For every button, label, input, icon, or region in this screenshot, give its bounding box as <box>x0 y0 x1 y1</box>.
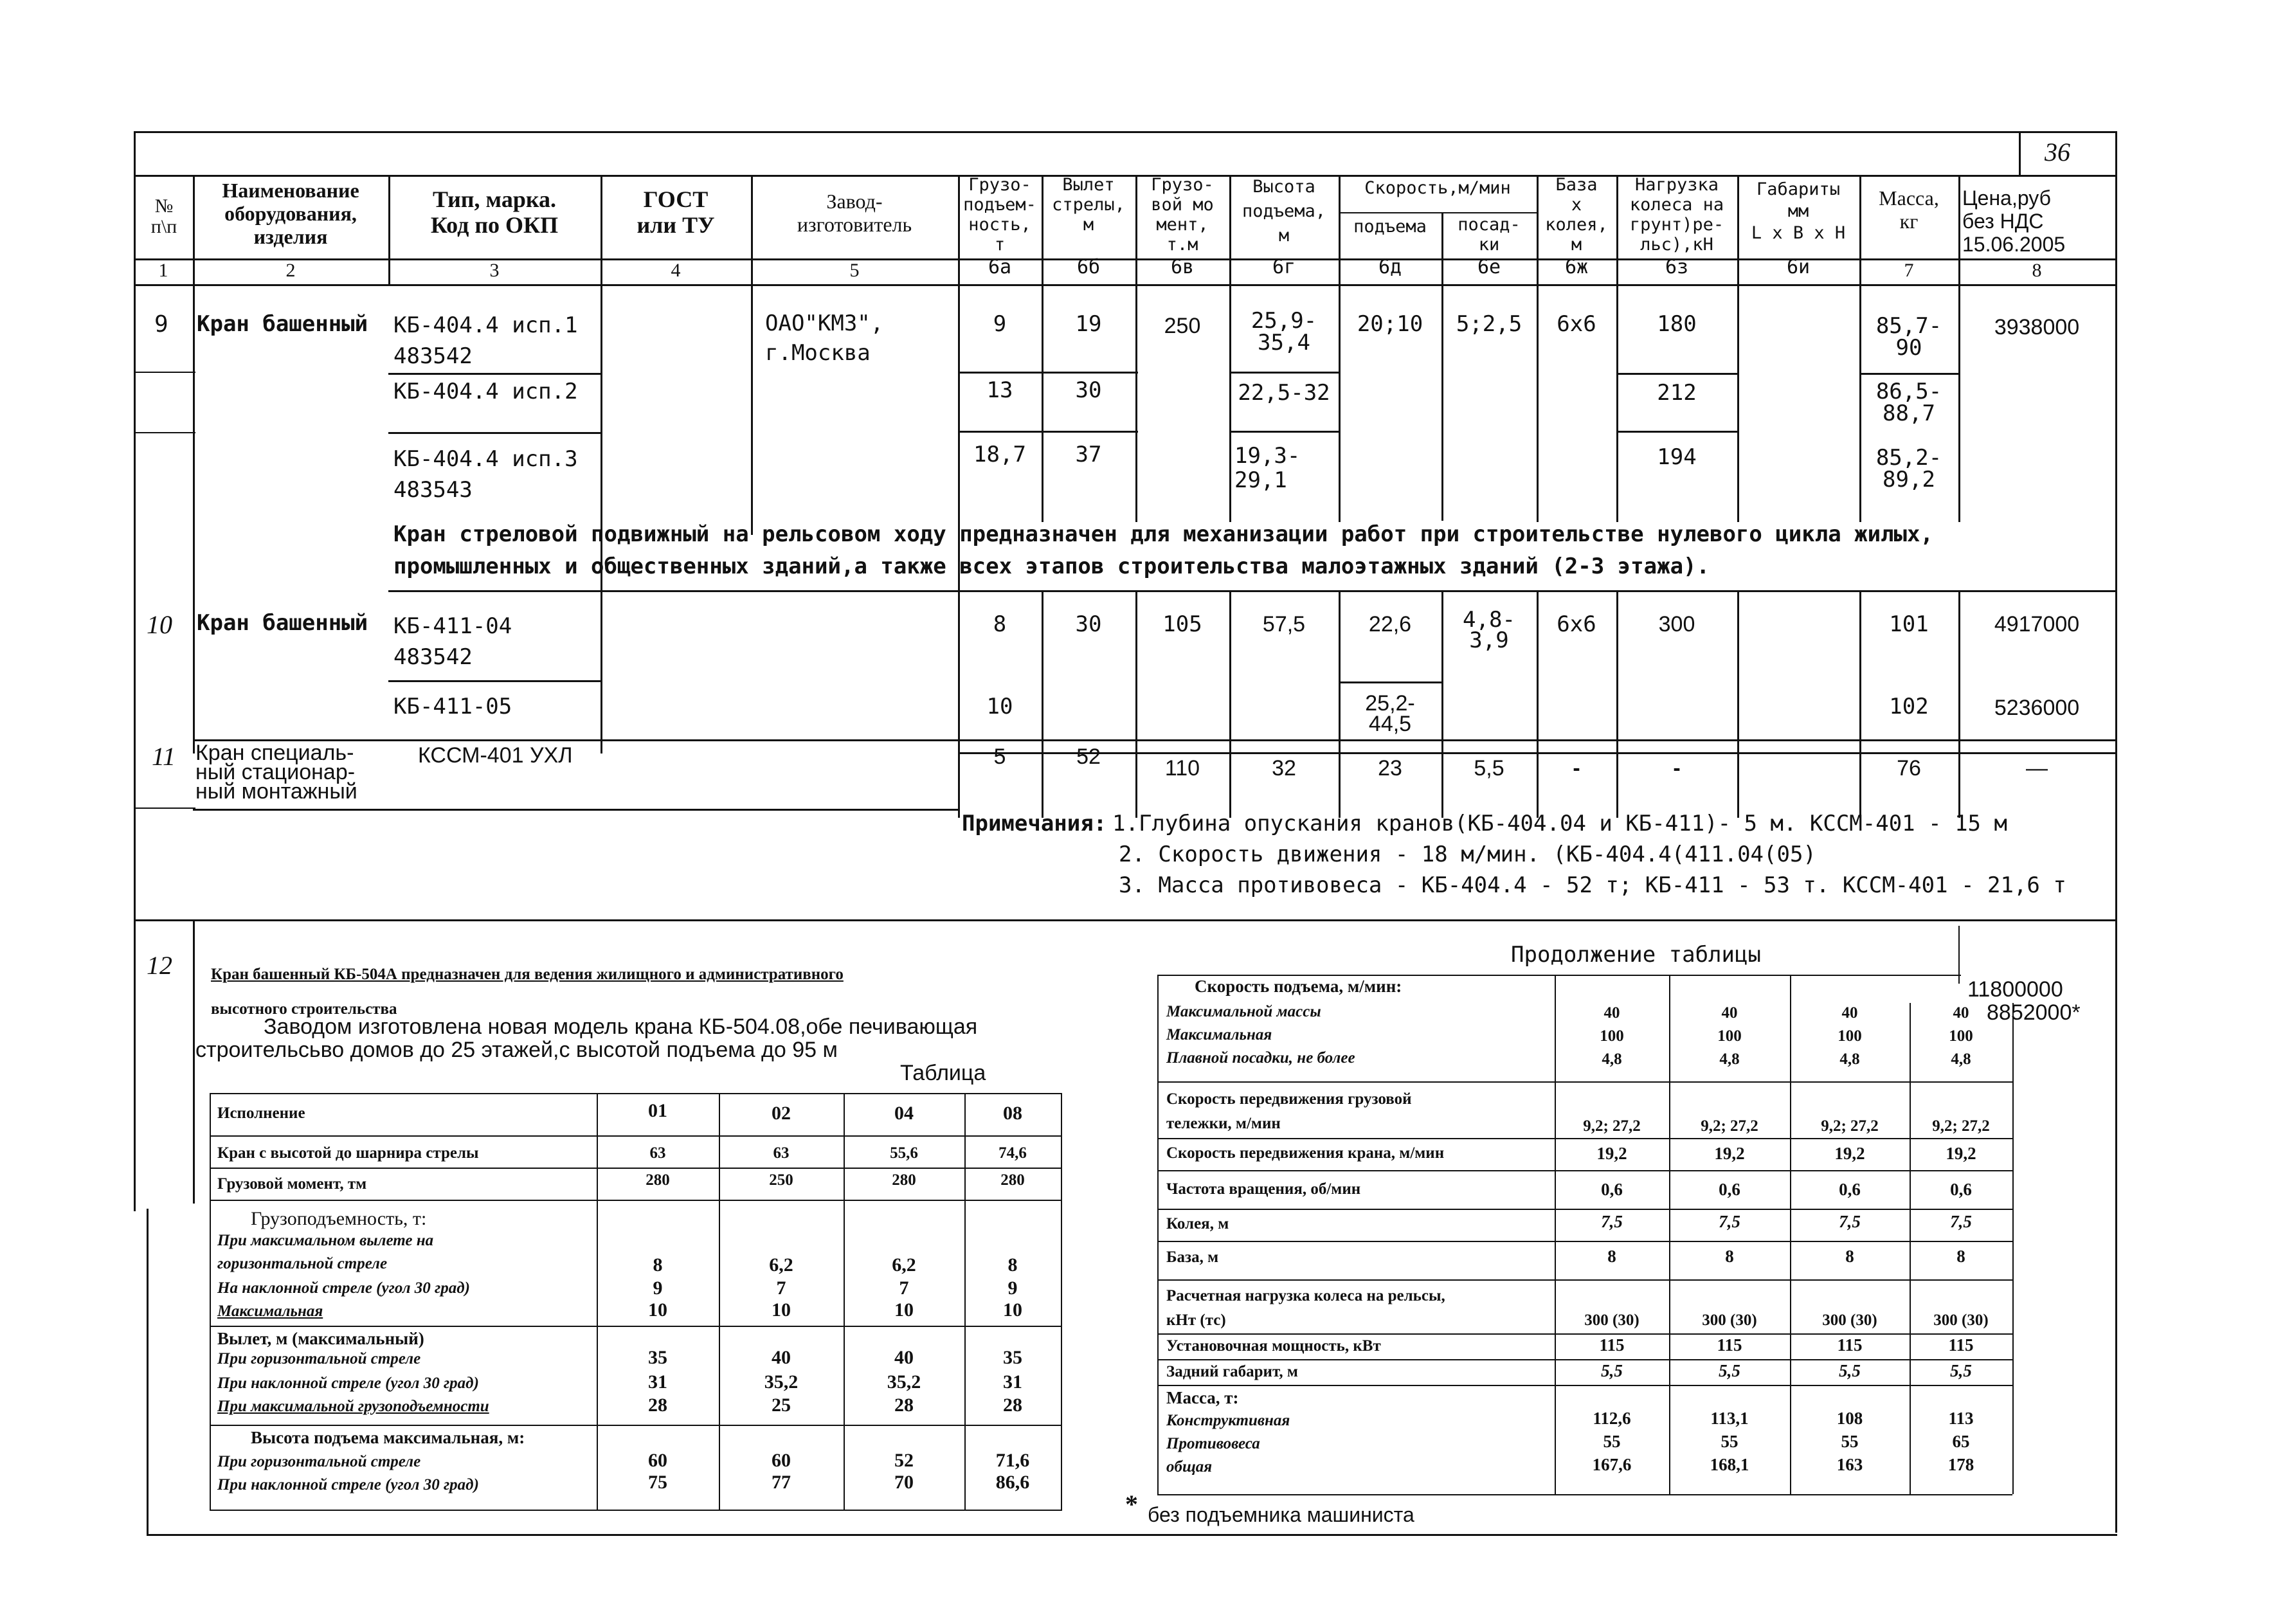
rt-s10-r3-02: 168,1 <box>1710 1455 1749 1474</box>
rt-s8-01: 115 <box>1599 1335 1625 1355</box>
rt-s6-01: 8 <box>1607 1247 1616 1266</box>
rt-s4-l: Частота вращения, об/мин <box>1166 1180 1361 1198</box>
lt-g1-l3: На наклонной стреле (угол 30 град) <box>217 1279 470 1297</box>
rt-s4-08: 0,6 <box>1950 1180 1972 1199</box>
rt-s10-r1-08: 113 <box>1948 1409 1974 1428</box>
lt-g3-r1-04: 52 <box>894 1450 914 1471</box>
rt-s2-l1: Скорость передвижения грузовой <box>1166 1090 1412 1108</box>
row10-6d: 22,6 <box>1368 612 1412 636</box>
frame-left-lower <box>147 1209 149 1534</box>
lt-g3-l1: При горизонтальной стреле <box>217 1453 421 1470</box>
rt-s10-l1: Конструктивная <box>1166 1412 1290 1429</box>
colnum-6d: 6д <box>1378 256 1402 278</box>
rt-s1-title: Скорость подъема, м/мин: <box>1195 977 1402 996</box>
row9-6b: 19 <box>1075 311 1102 337</box>
row12-table-label: Таблица <box>900 1061 986 1085</box>
rt-s3-l: Скорость передвижения крана, м/мин <box>1166 1144 1445 1162</box>
col-speed-header: Скорость,м/мин <box>1364 178 1511 198</box>
lt-row-height-label: Кран с высотой до шарнира стрелы <box>217 1144 479 1162</box>
col-6i-header: Габариты мм L х В х Н <box>1751 179 1846 243</box>
rt-s9-04: 5,5 <box>1839 1361 1861 1380</box>
row9-maker: ОАО"КМЗ", г.Москва <box>765 311 884 366</box>
rt-s9-01: 5,5 <box>1601 1361 1623 1380</box>
col-price-header: Цена,руб без НДС 15.06.2005 <box>1962 186 2066 256</box>
lt-g2-r1-01: 35 <box>648 1347 667 1368</box>
rt-s1-r3-04: 4,8 <box>1839 1051 1860 1068</box>
colnum-4: 4 <box>671 260 681 281</box>
lt-row-height-01: 63 <box>649 1144 666 1162</box>
note-2: 2. Скорость движения - 18 м/мин. (КБ-404.4(411.04(05) <box>1119 842 1816 867</box>
row11-6e: 5,5 <box>1474 756 1504 780</box>
colnum-7: 7 <box>1904 260 1914 281</box>
row10-type1: КБ-411-04 483542 <box>393 613 512 670</box>
rt-s10-title: Масса, т: <box>1166 1388 1239 1407</box>
rt-s10-r3-01: 167,6 <box>1592 1455 1632 1474</box>
lt-header-04: 04 <box>894 1103 914 1124</box>
lt-g3-r2-04: 70 <box>894 1472 914 1493</box>
row9-desc-2: промышленных и общественных зданий,а также всех этапов строительства малоэтажных зданий (2-3 этажа). <box>393 554 1710 579</box>
row11-name: Кран специаль- ный стационар- ный монтажный <box>195 741 357 804</box>
lt-g2-r3-01: 28 <box>648 1394 667 1416</box>
row9-6e: 5;2,5 <box>1456 311 1522 337</box>
frame-top <box>134 131 2117 133</box>
lt-g2-l3: При максимальной грузоподъемности <box>217 1398 489 1415</box>
rt-s5-08: 7,5 <box>1950 1212 1972 1231</box>
price-8852000: 8852000* <box>1987 1000 2081 1025</box>
lt-header-02: 02 <box>772 1103 791 1124</box>
row11-6b: 52 <box>1076 744 1101 769</box>
col-maker-header: Завод- изготовитель <box>797 190 912 236</box>
row10-2-price: 5236000 <box>1994 696 2080 720</box>
col-6e-header: посад- ки <box>1458 215 1521 255</box>
row12-intro-2: строительсьво домов до 25 этажей,с высотой подъема до 95 м <box>195 1038 838 1062</box>
rt-s1-r2-04: 100 <box>1838 1027 1862 1045</box>
rt-s8-04: 115 <box>1837 1335 1863 1355</box>
rt-s9-08: 5,5 <box>1950 1361 1972 1380</box>
lt-g2-r3-04: 28 <box>894 1394 914 1416</box>
lt-g3-r1-02: 60 <box>772 1450 791 1471</box>
rt-s10-r2-01: 55 <box>1603 1432 1621 1451</box>
colnum-6b: 6б <box>1076 256 1101 278</box>
row10-2-6a: 10 <box>986 694 1013 719</box>
row9-price: 3938000 <box>1994 315 2080 339</box>
lt-g2-r1-02: 40 <box>772 1347 791 1368</box>
rt-s9-l: Задний габарит, м <box>1166 1363 1298 1380</box>
rt-s6-02: 8 <box>1725 1247 1734 1266</box>
lt-g3-r1-08: 71,6 <box>995 1450 1030 1471</box>
lt-g1-r2-08: 9 <box>1007 1277 1018 1299</box>
lt-g1-l2: горизонтальной стреле <box>217 1255 388 1272</box>
row12-num: 12 <box>147 951 172 980</box>
colnum-6a: 6а <box>988 256 1012 278</box>
row9-6v: 250 <box>1164 314 1201 338</box>
frame-bottom <box>147 1534 2117 1536</box>
row9-2-6a: 13 <box>986 377 1013 403</box>
row11-6zh: - <box>1573 756 1580 780</box>
rt-s10-r3-04: 163 <box>1836 1455 1863 1474</box>
continuation-label: Продолжение таблицы <box>1511 942 1761 968</box>
row10-mass: 101 <box>1889 611 1929 637</box>
row9-type2: КБ-404.4 исп.2 <box>393 379 578 404</box>
lt-g1-r1-02: 6,2 <box>769 1254 793 1276</box>
lt-g3-r2-02: 77 <box>772 1472 791 1493</box>
lt-g3-r2-01: 75 <box>648 1472 667 1493</box>
rt-s6-08: 8 <box>1956 1247 1965 1266</box>
lt-g1-r1-01: 8 <box>653 1254 663 1276</box>
rt-s5-02: 7,5 <box>1719 1212 1740 1231</box>
rt-s1-r3-08: 4,8 <box>1951 1051 1971 1068</box>
colnum-8: 8 <box>2032 260 2042 281</box>
row9-6g: 25,9- 35,4 <box>1251 308 1317 356</box>
lt-g1-r2-04: 7 <box>899 1277 909 1299</box>
rt-s7-08: 300 (30) <box>1933 1312 1989 1329</box>
rt-s3-01: 19,2 <box>1596 1144 1627 1163</box>
row10-6zh: 6х6 <box>1557 611 1596 637</box>
colnum-1: 1 <box>158 260 168 281</box>
rt-s7-02: 300 (30) <box>1702 1312 1757 1329</box>
lt-g1-r3-01: 10 <box>648 1299 667 1321</box>
rt-s2-01: 9,2; 27,2 <box>1583 1117 1641 1135</box>
lt-g2-r2-08: 31 <box>1003 1371 1022 1393</box>
row9-6z: 180 <box>1657 311 1697 337</box>
row10-2-mass: 102 <box>1889 694 1929 719</box>
lt-row-moment-04: 280 <box>892 1171 916 1189</box>
lt-g1-r3-08: 10 <box>1003 1299 1022 1321</box>
row12-intro-1: Заводом изготовлена новая модель крана КБ-504.08,обе печивающая <box>264 1015 978 1039</box>
colnum-6zh: 6ж <box>1564 256 1589 278</box>
lt-g1-r1-08: 8 <box>1007 1254 1018 1276</box>
rt-s5-04: 7,5 <box>1839 1212 1861 1231</box>
lt-header-label: Исполнение <box>217 1105 305 1122</box>
row9-mass: 85,7- 90 <box>1875 313 1942 361</box>
row10-2-6d: 25,2- 44,5 <box>1365 691 1415 736</box>
row10-type2: КБ-411-05 <box>393 694 512 719</box>
lt-g1-l4: Максимальная <box>217 1303 323 1320</box>
col-6zh-header: База х колея, м <box>1545 175 1608 255</box>
row9-3-6a: 18,7 <box>973 442 1026 467</box>
lt-g1-title: Грузоподъемность, т: <box>251 1208 427 1229</box>
lt-g2-r2-02: 35,2 <box>764 1371 799 1393</box>
row10-num: 10 <box>147 610 172 639</box>
rt-s1-r1-01: 40 <box>1603 1004 1620 1022</box>
row12-intro-bold-1: Кран башенный КБ-504А предназначен для ведения жилищного и административного <box>211 966 844 983</box>
lt-g3-r2-08: 86,6 <box>995 1472 1030 1493</box>
lt-g3-l2: При наклонной стреле (угол 30 град) <box>217 1476 479 1493</box>
row11-6a: 5 <box>993 744 1006 769</box>
row11-6d: 23 <box>1378 756 1402 780</box>
row9-name: Кран башенный <box>197 311 368 337</box>
rt-s8-l: Установочная мощность, кВт <box>1166 1337 1381 1355</box>
rt-s7-l1: Расчетная нагрузка колеса на рельсы, <box>1166 1287 1445 1304</box>
row11-6z: - <box>1673 756 1681 780</box>
rt-s2-04: 9,2; 27,2 <box>1821 1117 1879 1135</box>
col-name-header: Наименование оборудования, изделия <box>222 179 359 248</box>
lt-row-moment-label: Грузовой момент, тм <box>217 1175 367 1193</box>
rt-s1-l3: Плавной посадки, не более <box>1166 1049 1355 1067</box>
row10-name: Кран башенный <box>197 610 368 636</box>
rt-s3-08: 19,2 <box>1946 1144 1976 1163</box>
row9-3-6b: 37 <box>1075 442 1102 467</box>
row10-6v: 105 <box>1162 611 1202 637</box>
frame-right <box>2115 131 2117 1533</box>
notes-label: Примечания: <box>962 811 1107 836</box>
rt-s10-r1-04: 108 <box>1836 1409 1863 1428</box>
row11-type: КССМ-401 УХЛ <box>418 743 573 768</box>
row9-type3: КБ-404.4 исп.3 483543 <box>393 446 578 503</box>
col-6v-header: Грузо- вой мо мент, т.м <box>1151 175 1214 255</box>
row10-6e: 4,8- 3,9 <box>1463 607 1515 653</box>
row9-6zh: 6х6 <box>1557 311 1596 337</box>
row9-2-6g: 22,5-32 <box>1238 380 1330 406</box>
colnum-6g: 6г <box>1272 256 1296 278</box>
lt-row-moment-02: 250 <box>769 1171 793 1189</box>
lt-row-moment-08: 280 <box>1000 1171 1025 1189</box>
row9-3-6g: 19,3- 29,1 <box>1234 443 1301 493</box>
rt-s6-l: База, м <box>1166 1249 1219 1266</box>
row11-6g: 32 <box>1272 756 1296 780</box>
rt-s10-r1-02: 113,1 <box>1710 1409 1749 1428</box>
row9-6a: 9 <box>993 311 1007 337</box>
col-mass-header: Масса, кг <box>1879 186 1939 233</box>
rt-s4-04: 0,6 <box>1839 1180 1861 1199</box>
footnote-text: без подъемника машиниста <box>1148 1503 1414 1526</box>
col-type-header: Тип, марка. Код по ОКП <box>430 186 559 238</box>
colnum-6z: 6з <box>1665 256 1689 278</box>
price-11800000: 11800000 <box>1967 977 2063 1002</box>
row10-6z: 300 <box>1658 612 1695 636</box>
lt-g1-r3-02: 10 <box>772 1299 791 1321</box>
rt-s2-08: 9,2; 27,2 <box>1932 1117 1990 1135</box>
colnum-6e: 6е <box>1477 256 1501 278</box>
col-gost-header: ГОСТ или ТУ <box>637 186 715 238</box>
colnum-3: 3 <box>489 260 500 281</box>
rt-s1-l1: Максимальной массы <box>1166 1003 1321 1020</box>
rt-s1-r1-02: 40 <box>1721 1004 1738 1022</box>
lt-g1-r2-01: 9 <box>653 1277 663 1299</box>
colnum-6v: 6в <box>1170 256 1195 278</box>
page-number: 36 <box>2045 138 2070 167</box>
rt-s10-l2: Противовеса <box>1166 1435 1260 1452</box>
rt-s1-l2: Максимальная <box>1166 1026 1272 1043</box>
colnum-6i: 6и <box>1786 256 1811 278</box>
rt-s5-01: 7,5 <box>1601 1212 1623 1231</box>
lt-row-height-08: 74,6 <box>998 1144 1027 1162</box>
row10-6a: 8 <box>993 611 1007 637</box>
row11-price: — <box>2026 756 2048 780</box>
rt-s8-08: 115 <box>1948 1335 1974 1355</box>
frame-left <box>134 131 136 1211</box>
footnote-star: * <box>1125 1490 1138 1519</box>
lt-g2-r2-01: 31 <box>648 1371 667 1393</box>
lt-g3-r1-01: 60 <box>648 1450 667 1471</box>
lt-g1-l1: При максимальном вылете на <box>217 1232 434 1249</box>
col-6z-header: Нагрузка колеса на грунт)ре- льс),кН <box>1629 175 1724 255</box>
row9-2-6z: 212 <box>1657 380 1697 406</box>
rt-s10-r3-08: 178 <box>1947 1455 1974 1474</box>
colnum-5: 5 <box>849 260 860 281</box>
rt-s10-l3: общая <box>1166 1458 1213 1475</box>
lt-g2-r1-04: 40 <box>894 1347 914 1368</box>
rt-s2-l2: тележки, м/мин <box>1166 1115 1281 1132</box>
row9-3-mass: 85,2- 89,2 <box>1875 445 1942 492</box>
row9-6d: 20;10 <box>1357 311 1423 337</box>
rt-s10-r2-04: 55 <box>1841 1432 1859 1451</box>
lt-g1-r1-04: 6,2 <box>892 1254 916 1276</box>
rt-s7-l2: кНт (тс) <box>1166 1312 1226 1329</box>
rt-s3-04: 19,2 <box>1834 1144 1865 1163</box>
col-6b-header: Вылет стрелы, м <box>1052 175 1125 235</box>
lt-g2-r3-08: 28 <box>1003 1394 1022 1416</box>
rt-s6-04: 8 <box>1845 1247 1854 1266</box>
lt-g2-r2-04: 35,2 <box>887 1371 921 1393</box>
rt-s10-r2-08: 65 <box>1952 1432 1970 1451</box>
col-6g-header: Высота подъема, м <box>1242 177 1326 246</box>
rt-s4-01: 0,6 <box>1601 1180 1623 1199</box>
note-3: 3. Масса противовеса - КБ-404.4 - 52 т; КБ-411 - 53 т. КССМ-401 - 21,6 т <box>1119 872 2066 898</box>
lt-row-height-04: 55,6 <box>890 1144 918 1162</box>
rt-s2-02: 9,2; 27,2 <box>1701 1117 1758 1135</box>
rt-s1-r3-01: 4,8 <box>1602 1051 1622 1068</box>
row9-desc-1: Кран стреловой подвижный на рельсовом ходу предназначен для механизации работ при строительстве нулевого цикла жилых, <box>393 521 1933 547</box>
lt-g2-l1: При горизонтальной стреле <box>217 1350 421 1367</box>
rt-s9-02: 5,5 <box>1719 1361 1740 1380</box>
lt-g1-r2-02: 7 <box>776 1277 786 1299</box>
lt-row-moment-01: 280 <box>646 1171 670 1189</box>
rt-s1-r1-08: 40 <box>1953 1004 1969 1022</box>
rt-s7-04: 300 (30) <box>1822 1312 1877 1329</box>
lt-g3-title: Высота подъема максимальная, м: <box>251 1428 525 1447</box>
rt-s5-l: Колея, м <box>1166 1215 1229 1232</box>
lt-g2-l2: При наклонной стреле (угол 30 град) <box>217 1375 479 1392</box>
row11-6v: 110 <box>1164 756 1200 780</box>
row10-6b: 30 <box>1075 611 1102 637</box>
rt-s1-r2-02: 100 <box>1717 1027 1742 1045</box>
row10-6g: 57,5 <box>1262 612 1306 636</box>
row12-intro-bold-2: высотного строительства <box>211 1000 397 1018</box>
rt-s1-r2-01: 100 <box>1600 1027 1624 1045</box>
row11-num: 11 <box>152 742 176 771</box>
lt-row-height-02: 63 <box>773 1144 790 1162</box>
colnum-2: 2 <box>285 260 296 281</box>
lt-header-01: 01 <box>648 1100 667 1121</box>
col-num-header: № п\п <box>150 195 177 237</box>
rt-s8-02: 115 <box>1717 1335 1742 1355</box>
row10-price: 4917000 <box>1994 612 2080 636</box>
row9-type1: КБ-404.4 исп.1 483542 <box>393 312 578 369</box>
lt-g2-title: Вылет, м (максимальный) <box>217 1329 424 1348</box>
rt-s10-r1-01: 112,6 <box>1593 1409 1631 1428</box>
lt-g1-r3-04: 10 <box>894 1299 914 1321</box>
lt-header-08: 08 <box>1003 1103 1022 1124</box>
col-6d-header: подъема <box>1353 217 1427 237</box>
rt-s1-r1-04: 40 <box>1841 1004 1858 1022</box>
rt-s10-r2-02: 55 <box>1721 1432 1739 1451</box>
row9-2-6b: 30 <box>1075 377 1102 403</box>
row11-mass: 76 <box>1897 756 1921 780</box>
note-1: 1.Глубина опускания кранов(КБ-404.04 и КБ-411)- 5 м. КССМ-401 - 15 м <box>1112 811 2007 836</box>
rt-s7-01: 300 (30) <box>1584 1312 1639 1329</box>
row9-num: 9 <box>154 311 168 338</box>
row9-2-mass: 86,5- 88,7 <box>1875 379 1942 426</box>
lt-g2-r1-08: 35 <box>1003 1347 1022 1368</box>
row9-3-6z: 194 <box>1657 444 1697 470</box>
lt-g2-r3-02: 25 <box>772 1394 791 1416</box>
rt-s4-02: 0,6 <box>1719 1180 1740 1199</box>
rt-s1-r3-02: 4,8 <box>1719 1051 1740 1068</box>
rt-s1-r2-08: 100 <box>1949 1027 1973 1045</box>
col-6a-header: Грузо- подъем- ность, т <box>963 175 1036 255</box>
rt-s3-02: 19,2 <box>1714 1144 1745 1163</box>
